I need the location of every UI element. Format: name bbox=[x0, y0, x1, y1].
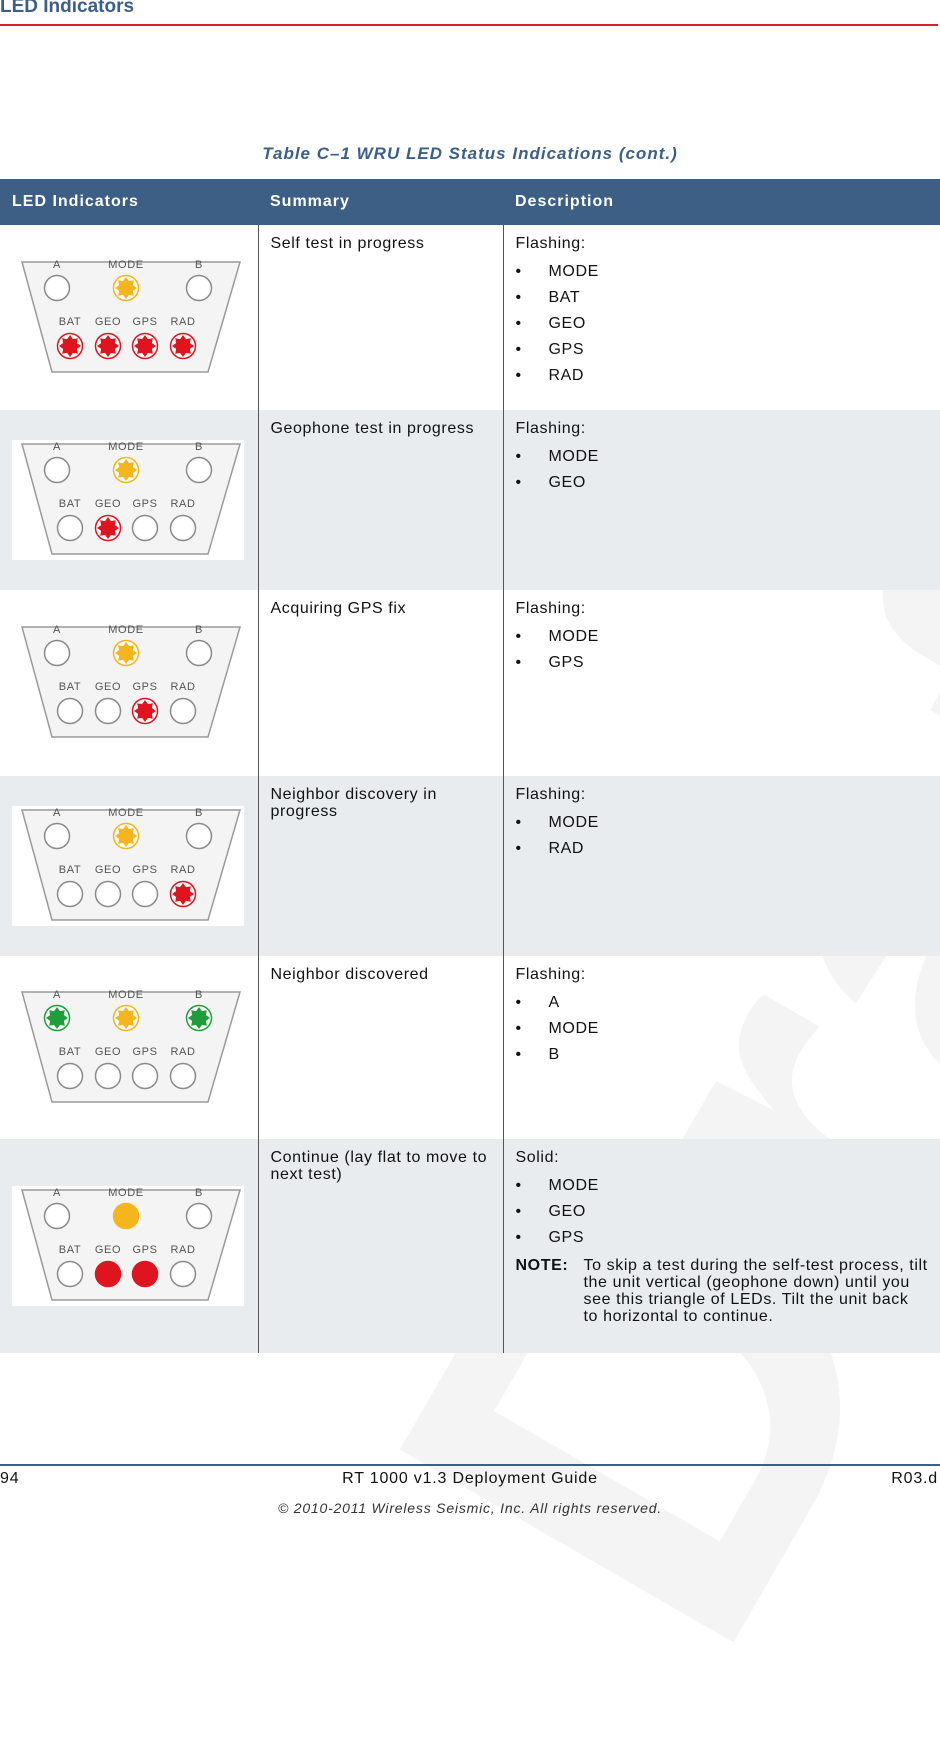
list-item bbox=[516, 990, 929, 1016]
description-cell bbox=[503, 410, 940, 590]
state-label: Flashing: bbox=[515, 786, 586, 803]
list-item-text: A bbox=[548, 994, 560, 1011]
bullet-icon: • bbox=[515, 840, 522, 857]
led-panel-diagram bbox=[12, 806, 244, 926]
led-gps-red-solid bbox=[133, 1262, 158, 1287]
list-item-text: GPS bbox=[548, 654, 585, 671]
list-item bbox=[516, 470, 929, 496]
list-item-text: MODE bbox=[548, 263, 599, 280]
led-label-a: A bbox=[53, 1187, 61, 1199]
led-rad-off bbox=[171, 516, 196, 541]
summary-text: Acquiring GPS fix bbox=[270, 600, 407, 617]
list-item bbox=[516, 650, 929, 676]
column-header-description: Description bbox=[503, 179, 940, 225]
led-bat-off bbox=[58, 882, 83, 907]
led-b-flash-burst-icon bbox=[188, 1007, 210, 1029]
bullet-icon: • bbox=[515, 994, 522, 1011]
led-a-off bbox=[45, 824, 70, 849]
led-bat-off bbox=[58, 1063, 83, 1088]
led-label-bat: BAT bbox=[58, 1244, 82, 1256]
page-number: 94 bbox=[0, 1470, 20, 1487]
bullet-icon: • bbox=[515, 289, 522, 306]
led-label-gps: GPS bbox=[132, 864, 158, 876]
led-mode-yellow-solid bbox=[114, 1204, 139, 1229]
led-bat-off bbox=[58, 516, 83, 541]
revision-label: R03.d bbox=[891, 1470, 938, 1487]
list-item-text: MODE bbox=[548, 814, 599, 831]
summary-cell bbox=[258, 956, 503, 1139]
state-label: Flashing: bbox=[515, 600, 586, 617]
led-gps-off bbox=[133, 516, 158, 541]
summary-text: Neighbor discovered bbox=[270, 966, 429, 983]
led-bat-off bbox=[58, 699, 83, 724]
list-item-text: GEO bbox=[548, 474, 586, 491]
summary-text: Continue (lay flat to move to next test) bbox=[270, 1149, 488, 1183]
led-panel-diagram bbox=[12, 988, 244, 1108]
led-geo-flash-burst-icon bbox=[97, 517, 119, 539]
led-b-off bbox=[187, 824, 212, 849]
column-header-summary: Summary bbox=[258, 179, 503, 225]
list-item bbox=[516, 624, 929, 650]
led-label-b: B bbox=[195, 258, 203, 271]
led-label-geo: GEO bbox=[94, 1244, 122, 1256]
list-item-text: MODE bbox=[548, 448, 599, 465]
list-item bbox=[516, 311, 929, 337]
led-label-rad: RAD bbox=[170, 1244, 196, 1256]
list-item bbox=[516, 1042, 929, 1068]
list-item bbox=[516, 1199, 929, 1225]
led-label-gps: GPS bbox=[132, 498, 158, 510]
led-status-table bbox=[0, 179, 940, 1353]
list-item bbox=[516, 363, 929, 389]
led-label-a: A bbox=[53, 258, 61, 271]
header-rule bbox=[0, 24, 938, 26]
led-label-geo: GEO bbox=[94, 681, 122, 693]
led-panel-diagram bbox=[12, 1186, 244, 1306]
list-item bbox=[516, 1173, 929, 1199]
led-label-a: A bbox=[53, 624, 61, 636]
list-item-text: RAD bbox=[548, 367, 585, 384]
led-geo-off bbox=[96, 882, 121, 907]
summary-text: Geophone test in progress bbox=[270, 420, 475, 437]
led-geo-flash-burst-icon bbox=[97, 335, 119, 357]
led-gps-flash-burst-icon bbox=[134, 700, 156, 722]
description-cell bbox=[503, 776, 940, 956]
led-rad-off bbox=[171, 1063, 196, 1088]
led-panel-image bbox=[12, 806, 246, 926]
led-b-off bbox=[187, 275, 212, 300]
led-b-off bbox=[187, 458, 212, 483]
bullet-icon: • bbox=[515, 1203, 522, 1220]
led-label-b: B bbox=[195, 807, 203, 819]
led-indicator-cell bbox=[0, 1139, 258, 1353]
led-label-bat: BAT bbox=[58, 498, 82, 510]
led-a-off bbox=[45, 458, 70, 483]
list-item-text: GPS bbox=[548, 1229, 585, 1246]
list-item-text: GEO bbox=[548, 1203, 586, 1220]
list-item-text: MODE bbox=[548, 628, 599, 645]
led-label-a: A bbox=[53, 988, 61, 1001]
list-item bbox=[516, 810, 929, 836]
led-gps-off bbox=[133, 1063, 158, 1088]
led-bat-off bbox=[58, 1262, 83, 1287]
led-indicator-cell bbox=[0, 225, 258, 410]
led-b-off bbox=[187, 641, 212, 666]
led-mode-flash-burst-icon bbox=[115, 1007, 137, 1029]
description-cell bbox=[503, 956, 940, 1139]
led-rad-off bbox=[171, 699, 196, 724]
led-label-gps: GPS bbox=[132, 1045, 158, 1058]
bullet-icon: • bbox=[515, 367, 522, 384]
bullet-icon: • bbox=[515, 263, 522, 280]
led-indicator-cell bbox=[0, 590, 258, 776]
led-label-rad: RAD bbox=[170, 864, 196, 876]
summary-cell bbox=[258, 776, 503, 956]
table-row bbox=[0, 410, 940, 590]
led-gps-off bbox=[133, 882, 158, 907]
state-label: Solid: bbox=[515, 1149, 560, 1166]
led-label-mode: MODE bbox=[108, 624, 144, 636]
column-header-indicators: LED Indicators bbox=[0, 179, 258, 225]
led-label-geo: GEO bbox=[94, 1045, 122, 1058]
list-item bbox=[516, 836, 929, 862]
led-a-off bbox=[45, 275, 70, 300]
led-geo-off bbox=[96, 1063, 121, 1088]
bullet-icon: • bbox=[515, 315, 522, 332]
state-label: Flashing: bbox=[515, 966, 586, 983]
note-key: NOTE: bbox=[515, 1257, 569, 1274]
led-label-geo: GEO bbox=[94, 864, 122, 876]
led-label-bat: BAT bbox=[58, 864, 82, 876]
led-label-bat: BAT bbox=[58, 681, 82, 693]
led-panel-image bbox=[12, 258, 246, 378]
summary-cell bbox=[258, 1139, 503, 1353]
bullet-icon: • bbox=[515, 814, 522, 831]
led-rad-off bbox=[171, 1262, 196, 1287]
list-item-text: B bbox=[548, 1046, 560, 1063]
led-panel-image bbox=[12, 440, 246, 560]
led-a-off bbox=[45, 641, 70, 666]
table-row bbox=[0, 1139, 940, 1353]
bullet-icon: • bbox=[515, 1177, 522, 1194]
led-label-rad: RAD bbox=[170, 315, 196, 328]
led-label-gps: GPS bbox=[132, 315, 158, 328]
description-cell bbox=[503, 225, 940, 410]
led-panel-diagram bbox=[12, 440, 244, 560]
table-caption: Table C–1 WRU LED Status Indications (cont.) bbox=[262, 144, 678, 163]
document-title: RT 1000 v1.3 Deployment Guide bbox=[342, 1470, 598, 1487]
led-mode-flash-burst-icon bbox=[115, 825, 137, 847]
led-a-flash-burst-icon bbox=[46, 1007, 68, 1029]
table-row bbox=[0, 590, 940, 776]
led-label-bat: BAT bbox=[58, 315, 82, 328]
led-panel-image bbox=[12, 1186, 246, 1306]
list-item bbox=[516, 1016, 929, 1042]
description-cell bbox=[503, 1139, 940, 1353]
table-header-row bbox=[0, 179, 940, 225]
led-mode-flash-burst-icon bbox=[115, 459, 137, 481]
table-row bbox=[0, 225, 940, 410]
bullet-icon: • bbox=[515, 1020, 522, 1037]
led-mode-flash-burst-icon bbox=[115, 277, 137, 299]
led-label-mode: MODE bbox=[108, 258, 144, 271]
led-label-mode: MODE bbox=[108, 441, 144, 453]
led-label-mode: MODE bbox=[108, 988, 144, 1001]
bullet-icon: • bbox=[515, 448, 522, 465]
list-item-text: MODE bbox=[548, 1020, 599, 1037]
led-indicator-cell bbox=[0, 776, 258, 956]
list-item bbox=[516, 285, 929, 311]
led-label-b: B bbox=[195, 1187, 203, 1199]
led-panel-diagram bbox=[12, 258, 244, 378]
led-label-gps: GPS bbox=[132, 681, 158, 693]
list-item-text: GEO bbox=[548, 315, 586, 332]
led-label-rad: RAD bbox=[170, 681, 196, 693]
led-label-rad: RAD bbox=[170, 498, 196, 510]
led-gps-flash-burst-icon bbox=[134, 335, 156, 357]
led-indicator-cell bbox=[0, 956, 258, 1139]
led-indicator-cell bbox=[0, 410, 258, 590]
note bbox=[516, 1257, 929, 1325]
list-item bbox=[516, 259, 929, 285]
running-header-title: LED Indicators bbox=[0, 0, 135, 17]
list-item-text: GPS bbox=[548, 341, 585, 358]
led-label-gps: GPS bbox=[132, 1244, 158, 1256]
state-label: Flashing: bbox=[515, 420, 586, 437]
summary-cell bbox=[258, 410, 503, 590]
led-label-mode: MODE bbox=[108, 807, 144, 819]
led-label-geo: GEO bbox=[94, 315, 122, 328]
led-geo-off bbox=[96, 699, 121, 724]
led-rad-flash-burst-icon bbox=[172, 883, 194, 905]
led-label-rad: RAD bbox=[170, 1045, 196, 1058]
summary-text: Self test in progress bbox=[270, 235, 425, 252]
bullet-icon: • bbox=[515, 1046, 522, 1063]
footer-rule bbox=[0, 1464, 940, 1466]
led-b-off bbox=[187, 1204, 212, 1229]
bullet-icon: • bbox=[515, 474, 522, 491]
state-label: Flashing: bbox=[515, 235, 586, 252]
led-label-b: B bbox=[195, 441, 203, 453]
led-panel-image bbox=[12, 988, 246, 1108]
summary-cell bbox=[258, 590, 503, 776]
summary-cell bbox=[258, 225, 503, 410]
led-label-mode: MODE bbox=[108, 1187, 144, 1199]
led-rad-flash-burst-icon bbox=[172, 335, 194, 357]
note-text: To skip a test during the self-test process, tilt the unit vertical (geophone down) until you see this triangle of LEDs. Tilt the unit back to horizontal to continue. bbox=[583, 1257, 928, 1325]
summary-text: Neighbor discovery in progress bbox=[270, 786, 437, 820]
led-geo-red-solid bbox=[96, 1262, 121, 1287]
bullet-icon: • bbox=[515, 341, 522, 358]
list-item-text: BAT bbox=[548, 289, 581, 306]
description-cell bbox=[503, 590, 940, 776]
bullet-icon: • bbox=[515, 1229, 522, 1246]
bullet-icon: • bbox=[515, 654, 522, 671]
led-label-b: B bbox=[195, 988, 203, 1001]
led-label-bat: BAT bbox=[58, 1045, 82, 1058]
led-bat-flash-burst-icon bbox=[59, 335, 81, 357]
led-panel-image bbox=[12, 623, 246, 743]
list-item-text: RAD bbox=[548, 840, 585, 857]
led-mode-flash-burst-icon bbox=[115, 642, 137, 664]
led-panel-diagram bbox=[12, 623, 244, 743]
table-row bbox=[0, 776, 940, 956]
led-label-geo: GEO bbox=[94, 498, 122, 510]
led-label-b: B bbox=[195, 624, 203, 636]
list-item bbox=[516, 1225, 929, 1251]
table-row bbox=[0, 956, 940, 1139]
led-label-a: A bbox=[53, 807, 61, 819]
led-a-off bbox=[45, 1204, 70, 1229]
copyright-notice: © 2010-2011 Wireless Seismic, Inc. All rights reserved. bbox=[277, 1500, 663, 1516]
list-item-text: MODE bbox=[548, 1177, 599, 1194]
list-item bbox=[516, 337, 929, 363]
bullet-icon: • bbox=[515, 628, 522, 645]
led-label-a: A bbox=[53, 441, 61, 453]
list-item bbox=[516, 444, 929, 470]
